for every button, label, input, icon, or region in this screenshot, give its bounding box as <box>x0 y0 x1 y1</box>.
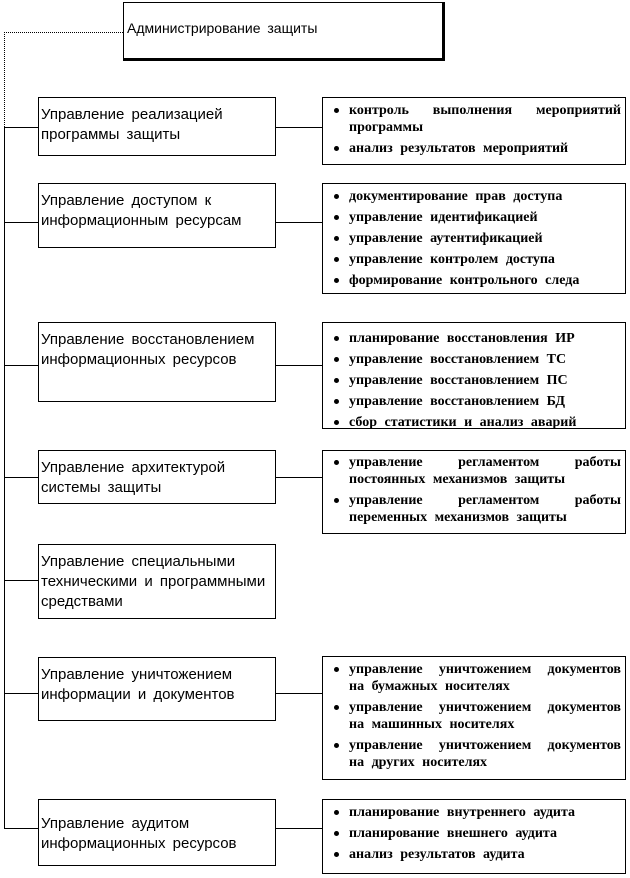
section-3-item-2: управление восстановлением ТС <box>327 351 621 368</box>
section-7-box <box>38 799 276 866</box>
section-3-item-1: планирование восстановления ИР <box>327 330 621 347</box>
branch-2 <box>4 222 38 223</box>
section-7-details <box>322 799 626 874</box>
section-2-details <box>322 183 626 294</box>
section-5-box <box>38 544 276 619</box>
root-connector <box>4 32 123 33</box>
section-6-item-1: управление уничтожением документов на бумажных носителях <box>327 661 621 695</box>
section-6-item-2: управление уничтожением документов на машинных носителях <box>327 699 621 733</box>
section-2-box <box>38 183 276 248</box>
section-2-item-2: управление идентификацией <box>327 209 621 226</box>
section-6-item-3: управление уничтожением документов на других носителях <box>327 737 621 771</box>
section-6-box <box>38 657 276 721</box>
section-2-item-1: документирование прав доступа <box>327 188 621 205</box>
section-7-item-3: анализ результатов аудита <box>327 846 621 863</box>
root-label: Администрирование защиты <box>127 20 318 36</box>
section-4-item-2: управление регламентом работы переменных механизмов защиты <box>327 492 621 526</box>
branch-5 <box>4 580 38 581</box>
section-2-item-5: формирование контрольного следа <box>327 272 621 289</box>
section-4-title: Управление архитектурой системы защиты <box>41 459 226 496</box>
section-3-title: Управление восстановлением информационных ресурсов <box>41 331 255 368</box>
link-6 <box>276 693 322 694</box>
section-1-item-2: анализ результатов мероприятий <box>327 140 621 157</box>
section-1-details <box>322 97 626 165</box>
section-1-box <box>38 97 276 156</box>
section-6-title: Управление уничтожением информации и документов <box>41 666 235 703</box>
branch-7 <box>4 828 38 829</box>
section-6-details <box>322 656 626 780</box>
section-3-item-3: управление восстановлением ПС <box>327 372 621 389</box>
branch-3 <box>4 365 38 366</box>
branch-6 <box>4 693 38 694</box>
section-1-title: Управление реализацией программы защиты <box>41 106 223 143</box>
link-7 <box>276 828 322 829</box>
section-2-item-4: управление контролем доступа <box>327 251 621 268</box>
section-4-details <box>322 450 626 534</box>
section-3-box <box>38 322 276 402</box>
section-7-title: Управление аудитом информационных ресурсов <box>41 815 237 852</box>
branch-1 <box>4 127 38 128</box>
section-5-title: Управление специальными техническими и программными средствами <box>41 553 266 610</box>
link-2 <box>276 222 322 223</box>
section-3-details <box>322 322 626 429</box>
section-2-item-3: управление аутентификацией <box>327 230 621 247</box>
root-box <box>123 2 445 61</box>
section-3-item-5: сбор статистики и анализ аварий <box>327 414 621 429</box>
section-1-item-1: контроль выполнения мероприятий программы <box>327 102 621 136</box>
section-7-item-2: планирование внешнего аудита <box>327 825 621 842</box>
link-4 <box>276 477 322 478</box>
branch-4 <box>4 477 38 478</box>
link-3 <box>276 365 322 366</box>
section-3-item-4: управление восстановлением БД <box>327 393 621 410</box>
section-4-item-1: управление регламентом работы постоянных механизмов защиты <box>327 454 621 488</box>
trunk-upper <box>4 32 5 127</box>
section-4-box <box>38 450 276 504</box>
section-2-title: Управление доступом к информационным ресурсам <box>41 192 242 229</box>
link-1 <box>276 127 322 128</box>
section-7-item-1: планирование внутреннего аудита <box>327 804 621 821</box>
